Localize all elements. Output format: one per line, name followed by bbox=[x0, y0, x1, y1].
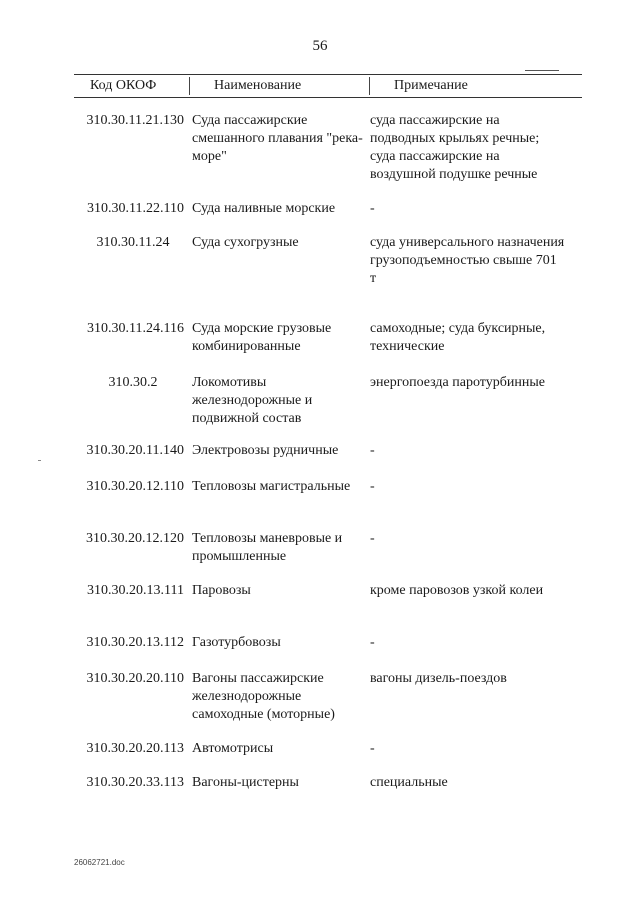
row-code: 310.30.20.33.113 bbox=[86, 775, 184, 790]
row-code: 310.30.20.12.110 bbox=[86, 479, 184, 494]
margin-mark bbox=[38, 460, 41, 461]
header-separator bbox=[369, 77, 370, 95]
row-note: суда универсального назначения грузоподъемностью свыше 701 т bbox=[370, 235, 565, 286]
row-name: Паровозы bbox=[192, 583, 251, 598]
row-note: энергопоезда паротурбинные bbox=[370, 375, 545, 390]
row-note: суда пассажирские на подводных крыльях речные; суда пассажирские на воздушной подушке речные bbox=[370, 113, 540, 182]
row-code: 310.30.20.13.112 bbox=[86, 635, 184, 650]
row-name: Суда сухогрузные bbox=[192, 235, 299, 250]
row-code: 310.30.20.12.120 bbox=[86, 531, 184, 546]
row-note: - bbox=[370, 635, 375, 650]
row-name: Локомотивы железнодорожные и подвижной состав bbox=[192, 375, 313, 426]
header-rule-mark bbox=[525, 70, 559, 71]
page-number: 56 bbox=[312, 38, 328, 54]
row-name: Суда наливные морские bbox=[192, 201, 336, 216]
row-code: 310.30.20.13.111 bbox=[87, 583, 184, 598]
row-code: 310.30.20.11.140 bbox=[86, 443, 184, 458]
row-name: Электровозы рудничные bbox=[192, 443, 339, 458]
row-name: Тепловозы маневровые и промышленные bbox=[192, 531, 343, 564]
row-name: Тепловозы магистральные bbox=[192, 479, 351, 494]
header-separator bbox=[189, 77, 190, 95]
row-note: - bbox=[370, 201, 375, 216]
header-code: Код ОКОФ bbox=[90, 78, 157, 93]
row-note: - bbox=[370, 443, 375, 458]
row-code: 310.30.11.24.116 bbox=[87, 321, 184, 336]
row-name: Вагоны пассажирские железнодорожные самоходные (моторные) bbox=[192, 671, 335, 722]
row-name: Вагоны-цистерны bbox=[192, 775, 299, 790]
row-name: Суда пассажирские смешанного плавания "река-море" bbox=[192, 113, 363, 164]
row-note: специальные bbox=[370, 775, 448, 790]
row-note: вагоны дизель-поездов bbox=[370, 671, 507, 686]
row-note: - bbox=[370, 741, 375, 756]
row-note: - bbox=[370, 479, 375, 494]
row-code: 310.30.11.21.130 bbox=[86, 113, 184, 128]
row-code: 310.30.20.20.113 bbox=[86, 741, 184, 756]
row-name: Газотурбовозы bbox=[192, 635, 281, 650]
header-note: Примечание bbox=[394, 78, 468, 93]
table-header bbox=[74, 74, 582, 98]
header-name: Наименование bbox=[214, 78, 302, 93]
row-code: 310.30.20.20.110 bbox=[86, 671, 184, 686]
row-code: 310.30.11.22.110 bbox=[87, 201, 184, 216]
row-note: самоходные; суда буксирные, технические bbox=[370, 321, 546, 354]
row-name: Автомотрисы bbox=[192, 741, 274, 756]
row-code: 310.30.11.24 bbox=[96, 235, 170, 250]
footer-filename: 26062721.doc bbox=[74, 858, 125, 867]
row-name: Суда морские грузовые комбинированные bbox=[192, 321, 332, 354]
row-code: 310.30.2 bbox=[108, 375, 158, 390]
row-note: - bbox=[370, 531, 375, 546]
row-note: кроме паровозов узкой колеи bbox=[370, 583, 544, 598]
